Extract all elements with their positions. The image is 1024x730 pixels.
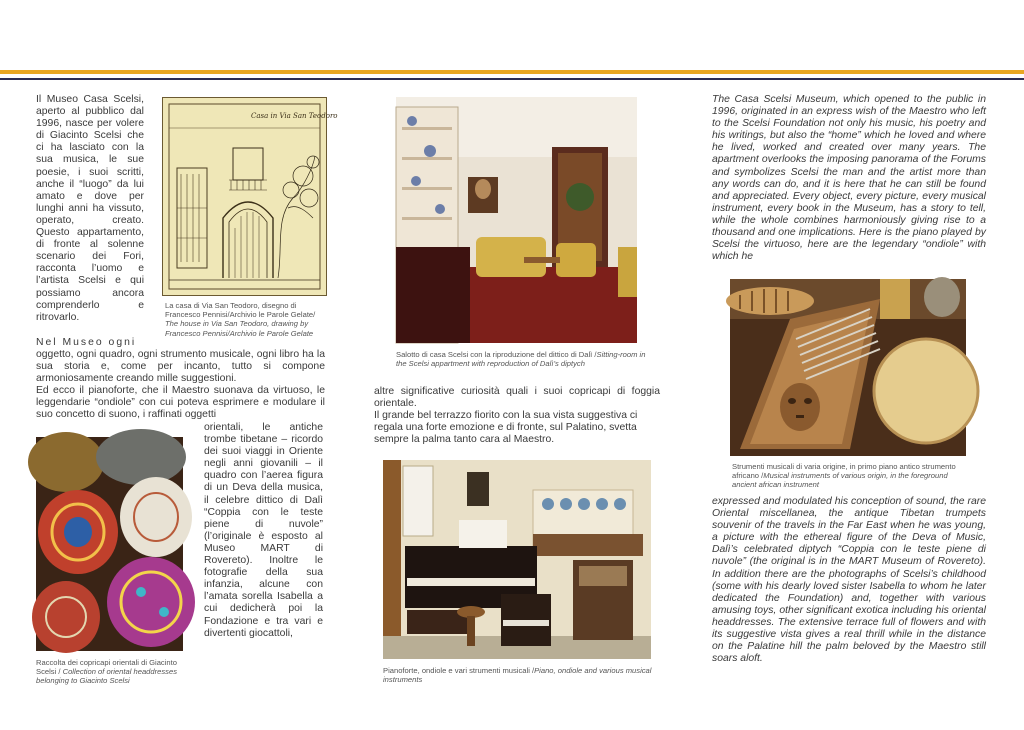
terrace-paragraph-it: Il grande bel terrazzo fiorito con la sua vista suggestiva ci regala una forte emozione e di fronte, sul Palatino, svetta sempre la palma tanto cara al Maestro. bbox=[374, 410, 638, 446]
museum-paragraph-start-it: Nel Museo ogni bbox=[36, 337, 137, 348]
intro-paragraph-it: Il Museo Casa Scelsi, aperto al pubblico dal 1996, nasce per volere di Giacinto Scelsi che ci ha lasciato con la sua musica, le sue poesie, i suoi scritti, anche il “luogo” da lui amato e dove per lunghi anni ha vissuto, operato, creato. Questo appartamento, di fronte al solenne scenario dei Fori, racconta l’uomo e l’artista Scelsi e qui possiamo ancora comprenderlo e ritrovarlo. bbox=[36, 94, 144, 323]
sitting-room-caption: Salotto di casa Scelsi con la riproduzione del dittico di Dalì /Sitting-room in the Scelsi appartment with reproduction of Dalì’s diptych bbox=[396, 350, 646, 369]
curiosities-paragraph-it: altre significative curiosità quali i suoi copricapi di foggia orientale. bbox=[374, 386, 660, 410]
headdresses-photo bbox=[36, 437, 183, 651]
house-caption: La casa di Via San Teodoro, disegno di Francesco Pennisi/Archivio le Parole Gelate/ The house in Via San Teodoro, drawing by Francesco Pennisi/Archivio le Parole Gelate bbox=[165, 301, 316, 338]
piano-room-caption: Pianoforte, ondiole e vari strumenti musicali /Piano, ondiole and various musical instruments bbox=[383, 666, 652, 685]
instruments-caption: Strumenti musicali di varia origine, in primo piano antico strumento africano /Musical instruments of various origin, in the foreground ancient african instrument bbox=[732, 462, 956, 490]
museum-paragraph-it: oggetto, ogni quadro, ogni strumento musicale, ogni libro ha la sua storia e, come per incanto, tutto si compone armoniosamente creando mille suggestioni. bbox=[36, 349, 325, 385]
house-sketch-image bbox=[162, 97, 338, 296]
sitting-room-photo bbox=[396, 97, 637, 343]
gold-band bbox=[0, 70, 1024, 74]
navy-band bbox=[0, 78, 1024, 80]
piano-paragraph-it: Ed ecco il pianoforte, che il Maestro suonava da virtuoso, le leggendarie “ondiole” con cui poteva esprimere e modulare il suo concetto di suono, i raffinati oggetti bbox=[36, 385, 325, 421]
sketch-title-label: Casa in Via San Teodoro bbox=[251, 112, 338, 120]
piano-room-photo bbox=[383, 460, 651, 659]
instruments-photo bbox=[730, 279, 966, 456]
headdresses-caption: Raccolta dei copricapi orientali di Giacinto Scelsi / Collection of oriental headdresses belonging to Giacinto Scelsi bbox=[36, 658, 177, 686]
intro-paragraph-en: The Casa Scelsi Museum, which opened to the public in 1996, originated in an express wish of the Maestro who left to the Scelsi Foundation not only his music, his poetry and his writings, but also the “home” which he loved and where he lived, worked and created over many years. The apartment overlooks the imposing panorama of the Forums and symbolizes Scelsi the man and the artist more than any words can do, and it is here that he can still be found and appreciated. Every object, every picture, every musical instrument, every book in the Museum, has a story to tell, while the whole combines harmoniously giving rise to a thousand and one implications. Here is the piano played by Scelsi the virtuoso, here are the legendary “ondiole” with which he bbox=[712, 94, 986, 263]
oriental-paragraph-it: orientali, le antiche trombe tibetane – ricordo dei suoi viaggi in Oriente negli anni giovanili – il quadro con l’aerea figura di un Deva della musica, il celebre dittico di Dalì “Coppia con le teste piene di nuvole” (l’originale è esposto al Museo MART di Rovereto). Inoltre le fotografie della sua infanzia, alcune con l’amata sorella Isabella a cui dedicherà poi la Fondazione e tra vari e divertenti giocattoli, bbox=[204, 422, 323, 639]
instruments-paragraph-en: expressed and modulated his conception of sound, the rare Oriental miscellanea, the antique Tibetan trumpets souvenir of the travels in the Far East when he was young, a picture with the ethereal figure of the Deva of Music, Dalì’s celebrated diptych “Coppia con le teste piene di nuvole” (the original is in the MART Museum of Rovereto). In addition there are the photographs of Scelsi’s childhood (some with his dearly loved sister Isabella to whom he later dedicated the Foundation) and, together with various amusing toys, other significant exotica including his oriental headdresses. The extensive terrace full of flowers and with its suggestive vista gives a real thrill while in the distance on the Palatine hill the palm beloved by the Maestro still soars aloft. bbox=[712, 496, 986, 665]
